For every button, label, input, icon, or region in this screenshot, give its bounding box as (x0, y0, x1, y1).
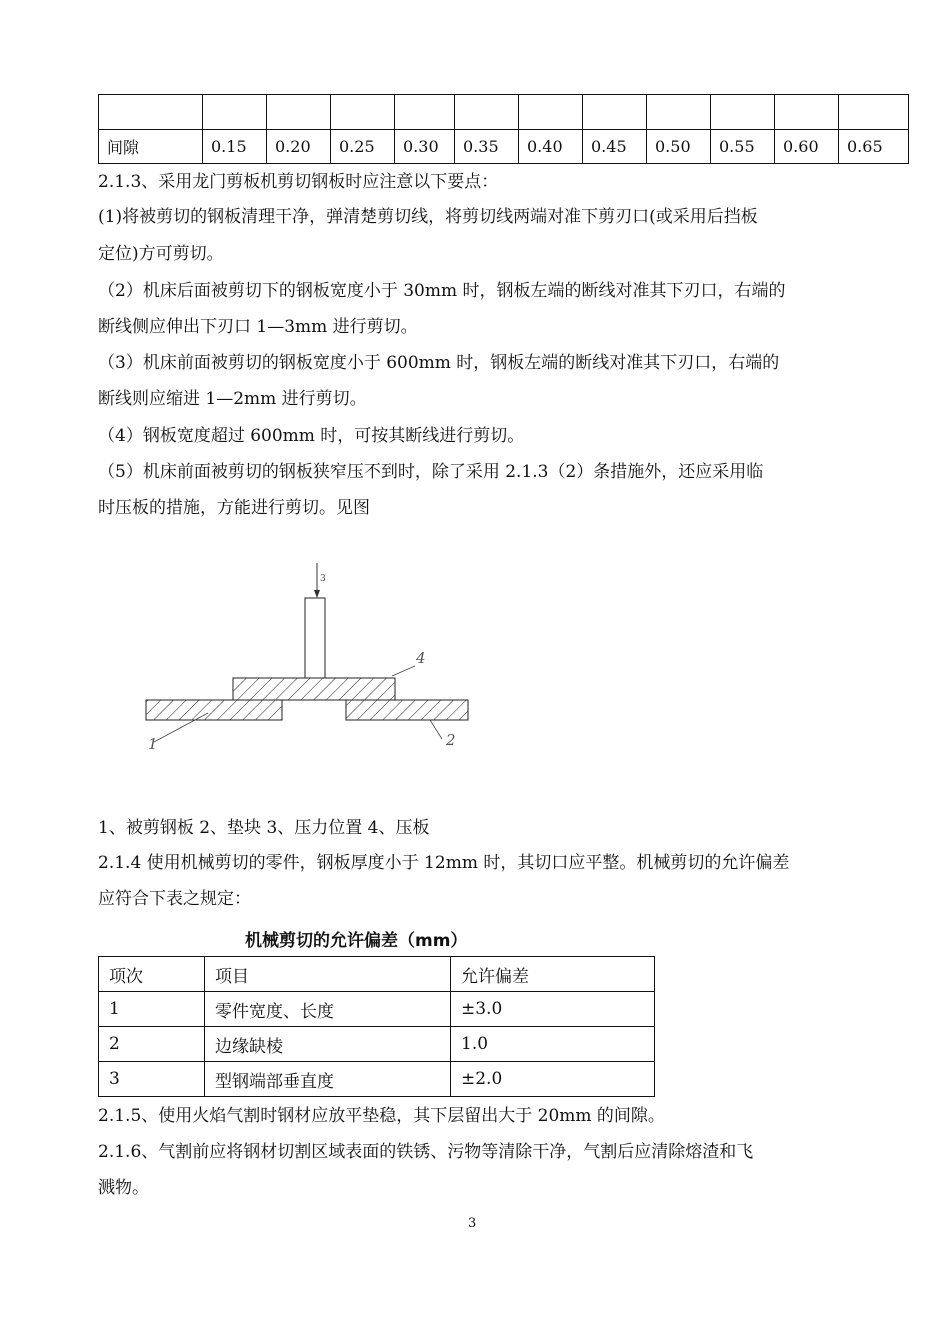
punch-block (305, 598, 325, 678)
table-cell (331, 95, 395, 130)
paragraph: (1)将被剪切的钢板清理干净，弹清楚剪切线，将剪切线两端对准下剪刃口(或采用后挡板 (98, 207, 758, 227)
paragraph: 溅物。 (98, 1178, 149, 1198)
table-cell (647, 95, 711, 130)
table-cell: ±2.0 (451, 1062, 655, 1097)
paragraph: 2.1.4 使用机械剪切的零件，钢板厚度小于 12mm 时，其切口应平整。机械剪切的允许偏差 (98, 853, 790, 873)
table-cell (395, 95, 455, 130)
paragraph: 2.1.6、气割前应将钢材切割区域表面的铁锈、污物等清除干净，气割后应清除熔渣和飞 (98, 1142, 754, 1162)
table-cell (203, 95, 267, 130)
paragraph: （5）机床前面被剪切的钢板狭窄压不到时，除了采用 2.1.3（2）条措施外，还应采用临 (98, 462, 764, 482)
gap-table (98, 94, 909, 164)
table-cell: 0.65 (839, 130, 909, 164)
table-cell: 0.25 (331, 130, 395, 164)
tolerance-table (98, 956, 655, 1097)
paragraph: （4）钢板宽度超过 600mm 时，可按其断线进行剪切。 (98, 426, 525, 446)
table-cell (583, 95, 647, 130)
table-header-row (99, 957, 655, 992)
table-cell: 0.15 (203, 130, 267, 164)
leader-2 (430, 720, 442, 739)
label-4: 4 (416, 649, 426, 667)
paragraph: 断线侧应伸出下刃口 1—3mm 进行剪切。 (98, 317, 418, 337)
table-cell: 0.55 (711, 130, 775, 164)
paragraph: （2）机床后面被剪切下的钢板宽度小于 30mm 时，钢板左端的断线对准其下刃口，右端的 (98, 281, 786, 301)
table-cell (775, 95, 839, 130)
table-cell: 1.0 (451, 1027, 655, 1062)
table-caption: 机械剪切的允许偏差（mm） (245, 931, 468, 951)
table-cell: 0.35 (455, 130, 519, 164)
paragraph: 应符合下表之规定： (98, 889, 251, 909)
column-header: 项次 (99, 957, 205, 992)
table-cell (455, 95, 519, 130)
table-cell: ±3.0 (451, 992, 655, 1027)
figure-legend: 1、被剪钢板 2、垫块 3、压力位置 4、压板 (98, 818, 430, 838)
table-cell (99, 95, 203, 130)
table-cell: 零件宽度、长度 (205, 992, 451, 1027)
cut-plate-left (146, 700, 282, 720)
table-cell: 2 (99, 1027, 205, 1062)
paragraph: 时压板的措施，方能进行剪切。见图 (98, 498, 370, 518)
table-row-header: 间隙 (99, 130, 203, 164)
page-number: 3 (468, 1216, 477, 1231)
table-cell (711, 95, 775, 130)
table-cell: 3 (99, 1062, 205, 1097)
pad-block-right (346, 700, 468, 720)
table-cell: 0.45 (583, 130, 647, 164)
leader-4 (392, 666, 415, 676)
table-cell: 边缘缺棱 (205, 1027, 451, 1062)
column-header: 项目 (205, 957, 451, 992)
table-row (99, 1062, 655, 1097)
table-row (99, 992, 655, 1027)
table-row (99, 95, 909, 130)
table-cell (839, 95, 909, 130)
force-arrow-head (314, 590, 320, 598)
table-cell: 1 (99, 992, 205, 1027)
table-row (99, 130, 909, 164)
table-cell: 0.40 (519, 130, 583, 164)
table-cell: 0.20 (267, 130, 331, 164)
table-cell (519, 95, 583, 130)
label-3: 3 (320, 574, 326, 584)
table-row (99, 1027, 655, 1062)
table-cell: 0.30 (395, 130, 455, 164)
table-cell: 0.60 (775, 130, 839, 164)
label-1: 1 (148, 735, 158, 753)
column-header: 允许偏差 (451, 957, 655, 992)
table-cell (267, 95, 331, 130)
shear-diagram (140, 555, 480, 755)
paragraph: 断线则应缩进 1—2mm 进行剪切。 (98, 389, 367, 409)
table-cell: 0.50 (647, 130, 711, 164)
paragraph: 2.1.5、使用火焰气割时钢材应放平垫稳，其下层留出大于 20mm 的间隙。 (98, 1106, 665, 1126)
table-cell: 型钢端部垂直度 (205, 1062, 451, 1097)
paragraph: （3）机床前面被剪切的钢板宽度小于 600mm 时，钢板左端的断线对准其下刃口，右端的 (98, 353, 780, 373)
label-2: 2 (446, 731, 456, 749)
paragraph: 2.1.3、采用龙门剪板机剪切钢板时应注意以下要点： (98, 172, 499, 192)
paragraph: 定位)方可剪切。 (98, 244, 224, 264)
pressure-plate (233, 678, 395, 700)
